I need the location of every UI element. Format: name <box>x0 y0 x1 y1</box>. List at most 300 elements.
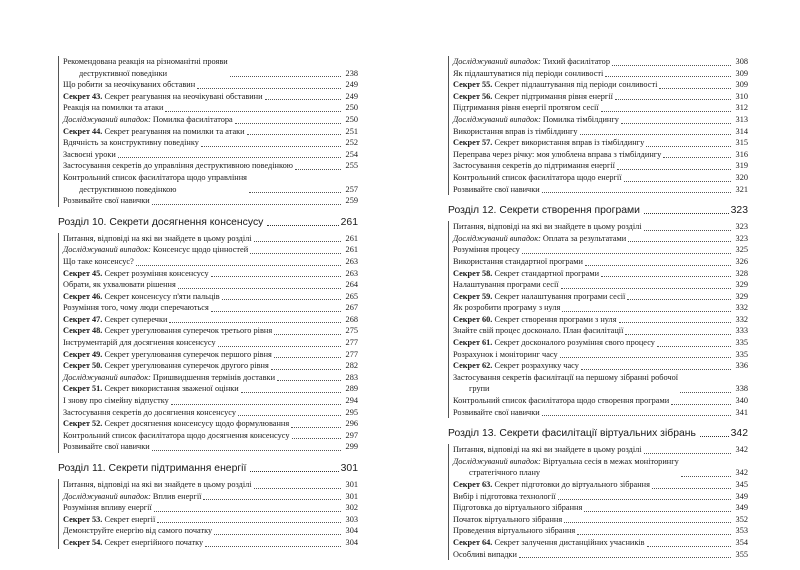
toc-entry[interactable] <box>449 314 748 326</box>
entry-text: Розвивайте свої навички <box>453 407 540 417</box>
toc-entry-title <box>63 91 263 103</box>
dot-leader <box>274 333 341 335</box>
toc-entry[interactable] <box>59 244 358 256</box>
page-number: 308 <box>735 57 748 66</box>
entry-text: Секрет стандартної програми <box>492 268 600 278</box>
secret-number: Секрет 60. <box>453 314 493 324</box>
entry-text: Помилка фасилітатора <box>150 114 233 124</box>
toc-entry-title <box>453 137 644 149</box>
toc-entry-title <box>63 268 209 280</box>
toc-entry-title <box>453 444 642 456</box>
toc-entry[interactable] <box>449 79 748 91</box>
page-number: 333 <box>735 326 748 336</box>
entry-text: Контрольний список фасилітатора щодо досягнення консенсусу <box>63 430 290 440</box>
toc-entry[interactable] <box>59 279 358 291</box>
dot-leader <box>274 356 341 358</box>
page-number: 332 <box>735 314 748 324</box>
toc-entry[interactable] <box>59 291 358 303</box>
toc-entry[interactable] <box>59 514 358 526</box>
entry-text: Що таке консенсус? <box>63 256 134 266</box>
chapter-title: Розділ 11. Секрети підтримання енергії <box>58 463 247 474</box>
toc-entry[interactable] <box>449 360 748 372</box>
toc-entry[interactable] <box>59 372 358 384</box>
page-number: 312 <box>735 103 748 113</box>
toc-entry[interactable] <box>449 102 748 114</box>
dot-leader <box>178 287 341 289</box>
secret-number: Секрет 54. <box>63 537 103 547</box>
toc-entry-title <box>63 372 275 384</box>
toc-entry-title <box>453 68 603 80</box>
page-number: 309 <box>735 80 748 90</box>
dot-leader <box>558 498 731 500</box>
case-study-label: Досліджуваний випадок: <box>453 233 541 243</box>
toc-entry-title <box>453 56 610 68</box>
toc-entry-title <box>63 514 155 526</box>
toc-entry-title <box>453 525 575 537</box>
dot-leader <box>617 168 731 170</box>
toc-entry-title <box>63 407 236 419</box>
dot-leader <box>197 87 341 89</box>
toc-entry[interactable] <box>449 114 748 126</box>
toc-entry[interactable] <box>59 149 358 161</box>
secret-number: Секрет 52. <box>63 419 103 429</box>
dot-leader <box>542 414 731 416</box>
toc-entry[interactable] <box>449 337 748 349</box>
dot-leader <box>291 426 341 428</box>
secret-number: Секрет 61. <box>453 338 493 348</box>
page-number: 267 <box>345 303 358 313</box>
secret-number: Секрет 56. <box>453 91 493 101</box>
page-number: 349 <box>735 503 748 513</box>
toc-entry[interactable] <box>59 160 358 172</box>
page-number: 295 <box>345 407 358 417</box>
toc-entry[interactable] <box>449 491 748 503</box>
toc-entry-continuation: стратегічного плану <box>469 468 541 478</box>
dot-leader <box>169 321 341 323</box>
toc-entry[interactable] <box>59 102 358 114</box>
dot-leader <box>584 510 731 512</box>
dot-leader <box>241 391 341 393</box>
case-study-label: Досліджуваний випадок: <box>63 372 151 382</box>
toc-entry-title <box>63 360 269 372</box>
entry-text: Секрет суперечки <box>102 314 168 324</box>
toc-entry[interactable] <box>59 395 358 407</box>
toc-entry[interactable] <box>449 325 748 337</box>
toc-entry[interactable] <box>449 233 748 245</box>
toc-entry[interactable] <box>59 407 358 419</box>
toc-entry[interactable] <box>449 160 748 172</box>
secret-number: Секрет 64. <box>453 537 493 547</box>
entry-text: Розрахунок і моніторинг часу <box>453 349 558 359</box>
entry-text: Консенсус щодо цінностей <box>150 245 249 255</box>
dot-leader <box>671 403 731 405</box>
toc-entry[interactable] <box>449 68 748 80</box>
toc-entry-title <box>63 137 199 149</box>
toc-entry[interactable] <box>449 349 748 361</box>
toc-entry-title <box>63 291 220 303</box>
secret-number: Секрет 44. <box>63 126 103 136</box>
toc-entry[interactable] <box>449 302 748 314</box>
secret-number: Секрет 53. <box>63 514 103 524</box>
toc-entry[interactable] <box>449 395 748 407</box>
toc-entry[interactable] <box>59 79 358 91</box>
toc-entry-title <box>453 279 559 291</box>
toc-entry[interactable] <box>59 441 358 453</box>
chapter-heading[interactable] <box>448 427 748 440</box>
entry-text: Використання вправ із тімбілдингу <box>453 126 578 136</box>
page-number: 249 <box>345 80 358 90</box>
toc-entry[interactable] <box>449 549 748 561</box>
toc-entry-title <box>453 244 520 256</box>
dot-leader <box>218 345 341 347</box>
page-number: 277 <box>345 349 358 359</box>
page-number: 257 <box>345 184 358 194</box>
page-number: 320 <box>735 172 748 182</box>
toc-entry[interactable] <box>449 502 748 514</box>
dot-leader <box>254 240 341 242</box>
toc-entry[interactable] <box>59 172 358 195</box>
toc-entry[interactable] <box>59 337 358 349</box>
toc-entry-title <box>453 337 655 349</box>
secret-number: Секрет 43. <box>63 91 103 101</box>
dot-leader <box>154 510 341 512</box>
page-number: 249 <box>345 91 358 101</box>
page-number: 263 <box>345 268 358 278</box>
entry-text: Секрет використання вправ із тімбілдингу <box>492 138 645 148</box>
entry-text: Інструментарій для досягнення консенсусу <box>63 338 216 348</box>
page-number: 323 <box>735 233 748 243</box>
toc-entry[interactable] <box>449 514 748 526</box>
toc-entry[interactable] <box>449 221 748 233</box>
toc-entry[interactable] <box>59 479 358 491</box>
page-number: 296 <box>345 419 358 429</box>
toc-entry[interactable] <box>449 149 748 161</box>
entry-text: Питання, відповіді на які ви знайдете в цьому розділі <box>63 480 252 489</box>
dot-leader <box>230 75 341 77</box>
toc-entry-continuation: групи <box>469 384 490 394</box>
dot-leader <box>644 212 729 214</box>
page-number: 254 <box>345 149 358 159</box>
entry-text: Вибір і підготовка технології <box>453 491 556 501</box>
page-number: 342 <box>735 468 748 478</box>
page-number: 342 <box>735 445 748 455</box>
dot-leader <box>628 240 731 242</box>
toc-entry[interactable] <box>59 256 358 268</box>
page-number: 321 <box>735 184 748 194</box>
toc-entry[interactable] <box>59 114 358 126</box>
dot-leader <box>605 75 731 77</box>
toc-entry[interactable] <box>449 279 748 291</box>
chapter-page: 342 <box>730 428 748 440</box>
toc-entry[interactable] <box>449 56 748 68</box>
dot-leader <box>249 191 341 193</box>
dot-leader <box>235 122 341 124</box>
entry-text: Секрет розуміння консенсусу <box>102 268 209 278</box>
chapter-page: 261 <box>340 216 358 228</box>
entry-text: Вдячність за конструктивну поведінку <box>63 138 199 148</box>
toc-entry-title <box>453 172 622 184</box>
toc-entry[interactable] <box>449 137 748 149</box>
entry-text: Секрет досконалого розуміння свого процесу <box>492 338 655 348</box>
entry-text: Пришвидшення термінів доставки <box>150 372 276 382</box>
toc-entry-title <box>63 149 116 161</box>
entry-text: Помилка тімбілдингу <box>540 114 619 124</box>
entry-text: Секрет розрахунку часу <box>492 361 579 371</box>
toc-entry[interactable] <box>59 137 358 149</box>
entry-text: Секрет урегулювання суперечок першого рівня <box>102 349 272 359</box>
chapter-heading[interactable] <box>448 204 748 217</box>
chapter-heading[interactable] <box>58 216 358 229</box>
toc-entry-title <box>453 302 560 314</box>
toc-entry-title <box>63 395 169 407</box>
page-number: 338 <box>735 384 748 394</box>
dot-leader <box>619 321 731 323</box>
toc-entry[interactable] <box>449 184 748 196</box>
entry-text: Рекомендована реакція на різноманітні прояви <box>63 57 228 66</box>
entry-text: Секрет енергійного початку <box>102 537 204 547</box>
dot-leader <box>624 180 731 182</box>
toc-entry-title <box>63 430 290 442</box>
case-study-label: Досліджуваний випадок: <box>453 57 541 66</box>
entry-text: Проведення віртуального зібрання <box>453 526 576 536</box>
right-chapters <box>448 204 748 560</box>
toc-entry[interactable] <box>449 407 748 419</box>
page-number: 309 <box>735 68 748 78</box>
dot-leader <box>561 287 731 289</box>
toc-entry[interactable] <box>59 314 358 326</box>
toc-entry-title <box>453 479 650 491</box>
entry-text: Розвивайте свої навички <box>453 184 540 194</box>
dot-leader <box>152 449 341 451</box>
toc-entry[interactable] <box>59 349 358 361</box>
toc-entry-title <box>453 233 626 245</box>
toc-entry[interactable] <box>59 91 358 103</box>
page-number: 326 <box>735 256 748 266</box>
page-number: 325 <box>735 245 748 255</box>
page-number: 255 <box>345 161 358 171</box>
toc-entry-title <box>453 102 599 114</box>
chapter-entries <box>448 221 748 418</box>
toc-entry[interactable] <box>449 525 748 537</box>
toc-entry[interactable] <box>449 91 748 103</box>
entry-text: Контрольний список фасилітатора щодо енергії <box>453 172 622 182</box>
page-number: 303 <box>345 514 358 524</box>
dot-leader <box>157 521 341 523</box>
entry-text: Питання, відповіді на які ви знайдете в цьому розділі <box>63 233 252 243</box>
dot-leader <box>577 533 731 535</box>
dot-leader <box>581 368 731 370</box>
toc-entry-title <box>453 537 645 549</box>
entry-text: Секрет консенсусу п'яти пальців <box>102 291 220 301</box>
toc-entry-title <box>453 91 613 103</box>
page-number: 313 <box>735 114 748 124</box>
page-number: 336 <box>735 361 748 371</box>
dot-leader <box>519 556 731 558</box>
page-number: 238 <box>345 68 358 78</box>
toc-entry[interactable] <box>449 444 748 456</box>
entry-text: Тихий фасилітатор <box>540 57 610 66</box>
entry-text: Секрет урегулювання суперечок другого рівня <box>102 361 269 371</box>
page-number: 352 <box>735 514 748 524</box>
toc-entry[interactable] <box>449 479 748 491</box>
toc-entry-title <box>453 325 623 337</box>
dot-leader <box>171 403 341 405</box>
dot-leader <box>657 345 731 347</box>
page-number: 263 <box>345 256 358 266</box>
entry-text: Налаштування програми сесії <box>453 280 559 290</box>
page-number: 261 <box>345 245 358 255</box>
toc-entry-title <box>63 537 203 549</box>
entry-text: Секрет підготовки до віртуального зібрання <box>492 480 650 489</box>
page-number: 250 <box>345 103 358 113</box>
entry-text: Використання стандартної програми <box>453 256 583 266</box>
chapter-heading[interactable] <box>58 462 358 475</box>
entry-text: Вплив енергії <box>150 491 202 501</box>
dot-leader <box>644 452 731 454</box>
entry-text: Секрет реагування на помилки та атаки <box>102 126 245 136</box>
toc-entry-title <box>63 441 150 453</box>
toc-entry-title <box>453 491 556 503</box>
entry-text: Розвивайте свої навички <box>63 442 150 452</box>
toc-entry-title <box>453 360 579 372</box>
dot-leader <box>165 110 341 112</box>
toc-entry-title <box>63 479 252 491</box>
page-number: 301 <box>345 480 358 489</box>
right-toc-column <box>448 56 748 560</box>
toc-entry-title <box>63 525 212 537</box>
toc-entry-title <box>63 79 195 91</box>
dot-leader <box>250 252 341 254</box>
toc-entry-title <box>453 395 669 407</box>
toc-entry[interactable] <box>59 430 358 442</box>
toc-entry-title <box>63 279 176 291</box>
secret-number: Секрет 57. <box>453 138 493 148</box>
entry-text: І знову про сімейну відпустку <box>63 396 169 406</box>
toc-entry-title <box>453 314 617 326</box>
page-number: 354 <box>735 537 748 547</box>
toc-entry[interactable] <box>449 268 748 280</box>
toc-entry[interactable] <box>449 291 748 303</box>
toc-entry[interactable] <box>449 372 748 395</box>
case-study-label: Досліджуваний випадок: <box>63 114 151 124</box>
toc-entry[interactable] <box>59 491 358 503</box>
dot-leader <box>277 379 341 381</box>
toc-entry-title <box>453 160 615 172</box>
entry-text: Секрет використання зваженої оцінки <box>102 384 239 394</box>
dot-leader <box>560 356 731 358</box>
toc-entry[interactable] <box>59 126 358 138</box>
entry-text: Засвоєні уроки <box>63 149 116 159</box>
toc-entry-title <box>453 114 619 126</box>
page-number: 299 <box>345 442 358 452</box>
toc-entry[interactable] <box>59 233 358 245</box>
toc-entry-title <box>63 256 134 268</box>
toc-entry-title <box>63 102 163 114</box>
dot-leader <box>267 224 338 226</box>
dot-leader <box>580 133 731 135</box>
toc-entry[interactable] <box>59 195 358 207</box>
toc-entry[interactable] <box>59 502 358 514</box>
dot-leader <box>254 487 341 489</box>
toc-entry[interactable] <box>449 244 748 256</box>
toc-entry[interactable] <box>59 525 358 537</box>
entry-text: Реакція на помилки та атаки <box>63 103 164 113</box>
entry-text: Секрет створення програми з нуля <box>492 314 617 324</box>
case-study-label: Досліджуваний випадок: <box>63 245 151 255</box>
dot-leader <box>247 133 341 135</box>
entry-text: Підготовка до віртуального зібрання <box>453 503 583 513</box>
dot-leader <box>562 310 731 312</box>
secret-number: Секрет 50. <box>63 361 103 371</box>
dot-leader <box>203 498 341 500</box>
toc-entry-continuation: деструктивною поведінкою <box>79 184 177 194</box>
entry-text: Розуміння того, чому люди сперечаються <box>63 303 209 313</box>
toc-entry[interactable] <box>59 268 358 280</box>
toc-entry[interactable] <box>59 537 358 549</box>
entry-text: Розуміння впливу енергії <box>63 503 152 513</box>
chapter-title: Розділ 12. Секрети створення програми <box>448 205 640 217</box>
toc-entry-title <box>453 407 540 419</box>
toc-entry[interactable] <box>59 325 358 337</box>
toc-entry-title <box>453 549 517 561</box>
toc-entry-title <box>63 418 289 430</box>
toc-entry-continuation: деструктивної поведінки <box>79 68 168 78</box>
page-number: 341 <box>735 407 748 417</box>
toc-entry[interactable] <box>59 418 358 430</box>
page-number: 289 <box>345 384 358 394</box>
toc-entry[interactable] <box>449 537 748 549</box>
page-number: 304 <box>345 526 358 536</box>
toc-entry[interactable] <box>449 456 748 479</box>
secret-number: Секрет 48. <box>63 326 103 336</box>
toc-entry-title <box>63 172 247 195</box>
toc-entry[interactable] <box>449 126 748 138</box>
toc-entry-title <box>453 291 625 303</box>
dot-leader <box>621 122 731 124</box>
secret-number: Секрет 47. <box>63 314 103 324</box>
dot-leader <box>152 203 341 205</box>
dot-leader <box>564 521 731 523</box>
toc-entry[interactable] <box>449 172 748 184</box>
entry-text: Розвивайте свої навички <box>63 196 150 206</box>
dot-leader <box>652 487 731 489</box>
toc-entry-title <box>63 126 245 138</box>
page-number: 328 <box>735 268 748 278</box>
dot-leader <box>238 414 341 416</box>
toc-entry-title <box>453 268 599 280</box>
dot-leader <box>659 87 731 89</box>
dot-leader <box>601 110 731 112</box>
toc-entry[interactable] <box>59 302 358 314</box>
page-number: 283 <box>345 372 358 382</box>
page-number: 265 <box>345 291 358 301</box>
toc-entry-title <box>63 383 239 395</box>
toc-entry[interactable] <box>449 256 748 268</box>
dot-leader <box>625 333 731 335</box>
entry-text: Застосування секретів фасилітації на першому зібранні робочої <box>453 372 679 382</box>
toc-entry[interactable] <box>59 383 358 395</box>
secret-number: Секрет 46. <box>63 291 103 301</box>
toc-entry[interactable] <box>59 56 358 79</box>
page-number: 323 <box>735 222 748 232</box>
entry-text: Віртуальна сесія в межах моніторингу <box>540 456 679 466</box>
toc-entry[interactable] <box>59 360 358 372</box>
toc-entry-title <box>63 502 152 514</box>
page-number: 332 <box>735 303 748 313</box>
page-number: 259 <box>345 196 358 206</box>
secret-number: Секрет 49. <box>63 349 103 359</box>
toc-entry-title <box>453 149 661 161</box>
